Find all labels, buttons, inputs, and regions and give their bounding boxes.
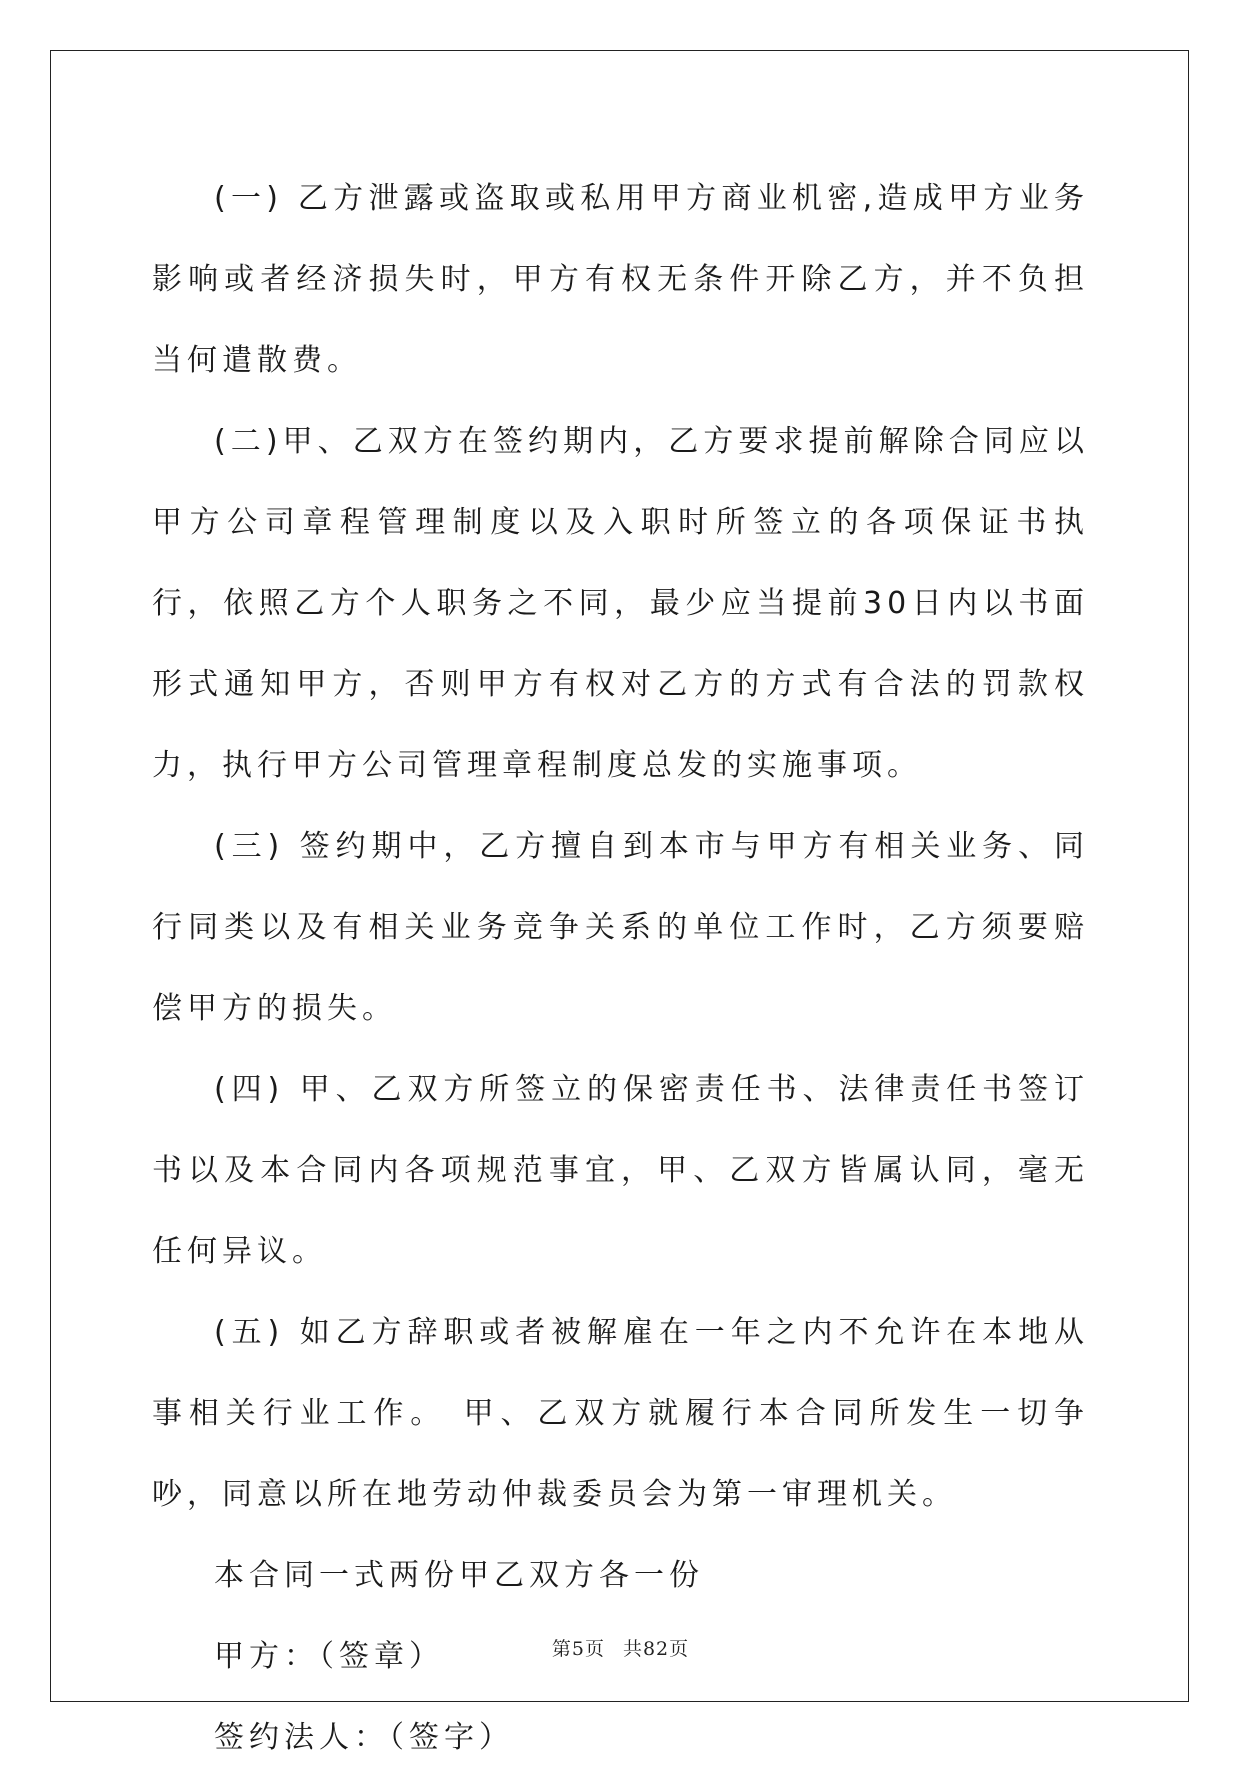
clause-1: (一) 乙方泄露或盗取或私用甲方商业机密,造成甲方业务影响或者经济损失时，甲方有权无条件开除乙方，并不负担当何遣散费。 xyxy=(152,181,1089,378)
page-number: 第5页 xyxy=(551,1638,605,1660)
party-a-seal-line: 甲方：（签章） xyxy=(214,1639,444,1674)
clause-4: (四) 甲、乙双方所签立的保密责任书、法律责任书签订书以及本合同内各项规范事宜，甲、乙双方皆属认同，毫无任何异议。 xyxy=(152,1072,1089,1269)
page-total: 共82页 xyxy=(622,1638,690,1660)
copies-statement: 本合同一式两份甲乙双方各一份 xyxy=(214,1558,704,1593)
clause-3: (三) 签约期中，乙方擅自到本市与甲方有相关业务、同行同类以及有相关业务竞争关系的单位工作时，乙方须要赔偿甲方的损失。 xyxy=(152,829,1089,1026)
signatory-line: 签约法人：（签字） xyxy=(214,1720,514,1755)
document-body xyxy=(152,158,1089,1778)
clause-5: (五) 如乙方辞职或者被解雇在一年之内不允许在本地从事相关行业工作。 甲、乙双方就履行本合同所发生一切争吵，同意以所在地劳动仲裁委员会为第一审理机关。 xyxy=(152,1315,1089,1512)
page-footer xyxy=(0,1634,1241,1661)
clause-2: (二)甲、乙双方在签约期内，乙方要求提前解除合同应以甲方公司章程管理制度以及入职时所签立的各项保证书执行，依照乙方个人职务之不同，最少应当提前30日内以书面形式通知甲方，否则甲方有权对乙方的方式有合法的罚款权力，执行甲方公司管理章程制度总发的实施事项。 xyxy=(152,424,1089,783)
